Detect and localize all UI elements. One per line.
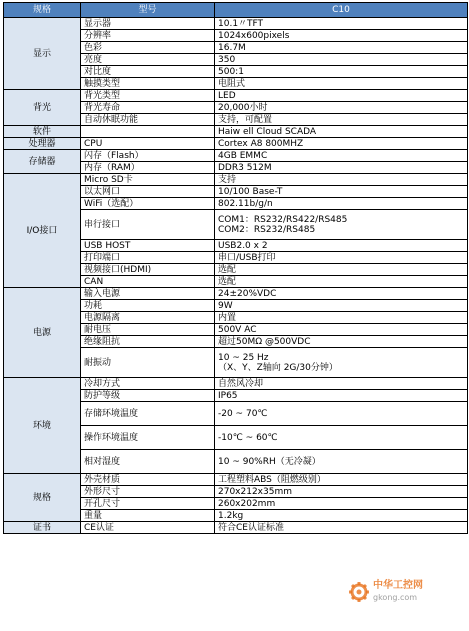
row-value: 16.7M [215, 42, 468, 54]
row-item: 串行接口 [81, 210, 215, 240]
row-value: 串口/USB打印 [215, 252, 468, 264]
header-value: C10 [215, 3, 468, 18]
row-item: 触摸类型 [81, 78, 215, 90]
row-value-line: COM2：RS232/RS485 [218, 224, 316, 235]
row-item: 以太网口 [81, 186, 215, 198]
row-item: 打印端口 [81, 252, 215, 264]
row-value: 24±20%VDC [215, 288, 468, 300]
row-value: 802.11b/g/n [215, 198, 468, 210]
row-item: 亮度 [81, 54, 215, 66]
row-value: 支持 [215, 174, 468, 186]
row-value: 支持，可配置 [215, 114, 468, 126]
table-row [4, 522, 468, 534]
row-value: 1.2kg [215, 510, 468, 522]
row-value: 1024x600pixels [215, 30, 468, 42]
table-row [4, 474, 468, 486]
category-power: 电源 [4, 288, 81, 378]
row-value: 270x212x35mm [215, 486, 468, 498]
category-display: 显示 [4, 18, 81, 90]
category-cert: 证书 [4, 522, 81, 534]
row-value: 9W [215, 300, 468, 312]
row-item: 开孔尺寸 [81, 498, 215, 510]
table-header [4, 3, 468, 18]
watermark-url: gkong.com [373, 593, 418, 602]
row-item: 外形尺寸 [81, 486, 215, 498]
row-item: Micro SD卡 [81, 174, 215, 186]
row-value: Cortex A8 800MHZ [215, 138, 468, 150]
row-item: CE认证 [81, 522, 215, 534]
spec-table [3, 2, 468, 534]
row-item: 防护等级 [81, 390, 215, 402]
row-item: 冷却方式 [81, 378, 215, 390]
table-row [4, 378, 468, 390]
row-value-line: 10 ~ 25 Hz [218, 352, 269, 363]
row-item: CPU [81, 138, 215, 150]
header-spec: 规格 [4, 3, 81, 18]
row-item: 功耗 [81, 300, 215, 312]
row-value: 350 [215, 54, 468, 66]
row-value [215, 210, 468, 240]
row-item: 视频接口(HDMI) [81, 264, 215, 276]
row-value: -20 ~ 70℃ [215, 402, 468, 426]
gear-logo-icon [348, 581, 370, 603]
row-item: CAN [81, 276, 215, 288]
row-value: 4GB EMMC [215, 150, 468, 162]
row-item-empty [81, 126, 215, 138]
row-item: USB HOST [81, 240, 215, 252]
table-row [4, 150, 468, 162]
category-backlight: 背光 [4, 90, 81, 126]
row-value: 500:1 [215, 66, 468, 78]
table-row [4, 174, 468, 186]
row-value: 选配 [215, 264, 468, 276]
category-io: I/O接口 [4, 174, 81, 288]
row-item: 相对湿度 [81, 450, 215, 474]
row-item: 自动休眠功能 [81, 114, 215, 126]
spec-sheet [3, 2, 467, 534]
row-value: 20,000小时 [215, 102, 468, 114]
row-item: 色彩 [81, 42, 215, 54]
row-item: 操作环境温度 [81, 426, 215, 450]
watermark [348, 579, 460, 609]
row-item: 外壳材质 [81, 474, 215, 486]
row-item: 耐振动 [81, 348, 215, 378]
row-item: 绝缘阻抗 [81, 336, 215, 348]
row-item: 内存（RAM） [81, 162, 215, 174]
category-storage: 存储器 [4, 150, 81, 174]
row-value [215, 348, 468, 378]
row-item: 重量 [81, 510, 215, 522]
header-model: 型号 [81, 3, 215, 18]
row-value: 10/100 Base-T [215, 186, 468, 198]
row-value: DDR3 512M [215, 162, 468, 174]
row-value: Haiw ell Cloud SCADA [215, 126, 468, 138]
row-value: 内置 [215, 312, 468, 324]
row-value: USB2.0 x 2 [215, 240, 468, 252]
row-item: 背光类型 [81, 90, 215, 102]
row-item: WiFi（选配） [81, 198, 215, 210]
category-spec: 规格 [4, 474, 81, 522]
row-value: 10 ~ 90%RH（无冷凝） [215, 450, 468, 474]
row-value: IP65 [215, 390, 468, 402]
table-row [4, 18, 468, 30]
row-item: 电源隔离 [81, 312, 215, 324]
table-row [4, 90, 468, 102]
table-row [4, 126, 468, 138]
row-value: LED [215, 90, 468, 102]
category-software: 软件 [4, 126, 81, 138]
row-value: 500V AC [215, 324, 468, 336]
row-item: 输入电源 [81, 288, 215, 300]
watermark-text: 中华工控网 [373, 580, 423, 591]
row-value: 10.1〃TFT [215, 18, 468, 30]
category-environment: 环境 [4, 378, 81, 474]
category-processor: 处理器 [4, 138, 81, 150]
row-value-line: COM1：RS232/RS422/RS485 [218, 214, 348, 225]
row-item: 显示器 [81, 18, 215, 30]
row-value: 选配 [215, 276, 468, 288]
row-value: 符合CE认证标准 [215, 522, 468, 534]
row-item: 背光寿命 [81, 102, 215, 114]
row-item: 对比度 [81, 66, 215, 78]
row-value-line: （X、Y、Z轴向 2G/30分钟） [218, 362, 338, 373]
row-value: 超过50MΩ @500VDC [215, 336, 468, 348]
row-item: 耐电压 [81, 324, 215, 336]
table-row [4, 138, 468, 150]
row-item: 闪存（Flash） [81, 150, 215, 162]
row-value: 工程塑料ABS（阻燃级别） [215, 474, 468, 486]
row-item: 分辨率 [81, 30, 215, 42]
table-row [4, 288, 468, 300]
row-value: -10℃ ~ 60℃ [215, 426, 468, 450]
row-value: 电阻式 [215, 78, 468, 90]
row-value: 260x202mm [215, 498, 468, 510]
row-value: 自然风冷却 [215, 378, 468, 390]
row-item: 存储环境温度 [81, 402, 215, 426]
